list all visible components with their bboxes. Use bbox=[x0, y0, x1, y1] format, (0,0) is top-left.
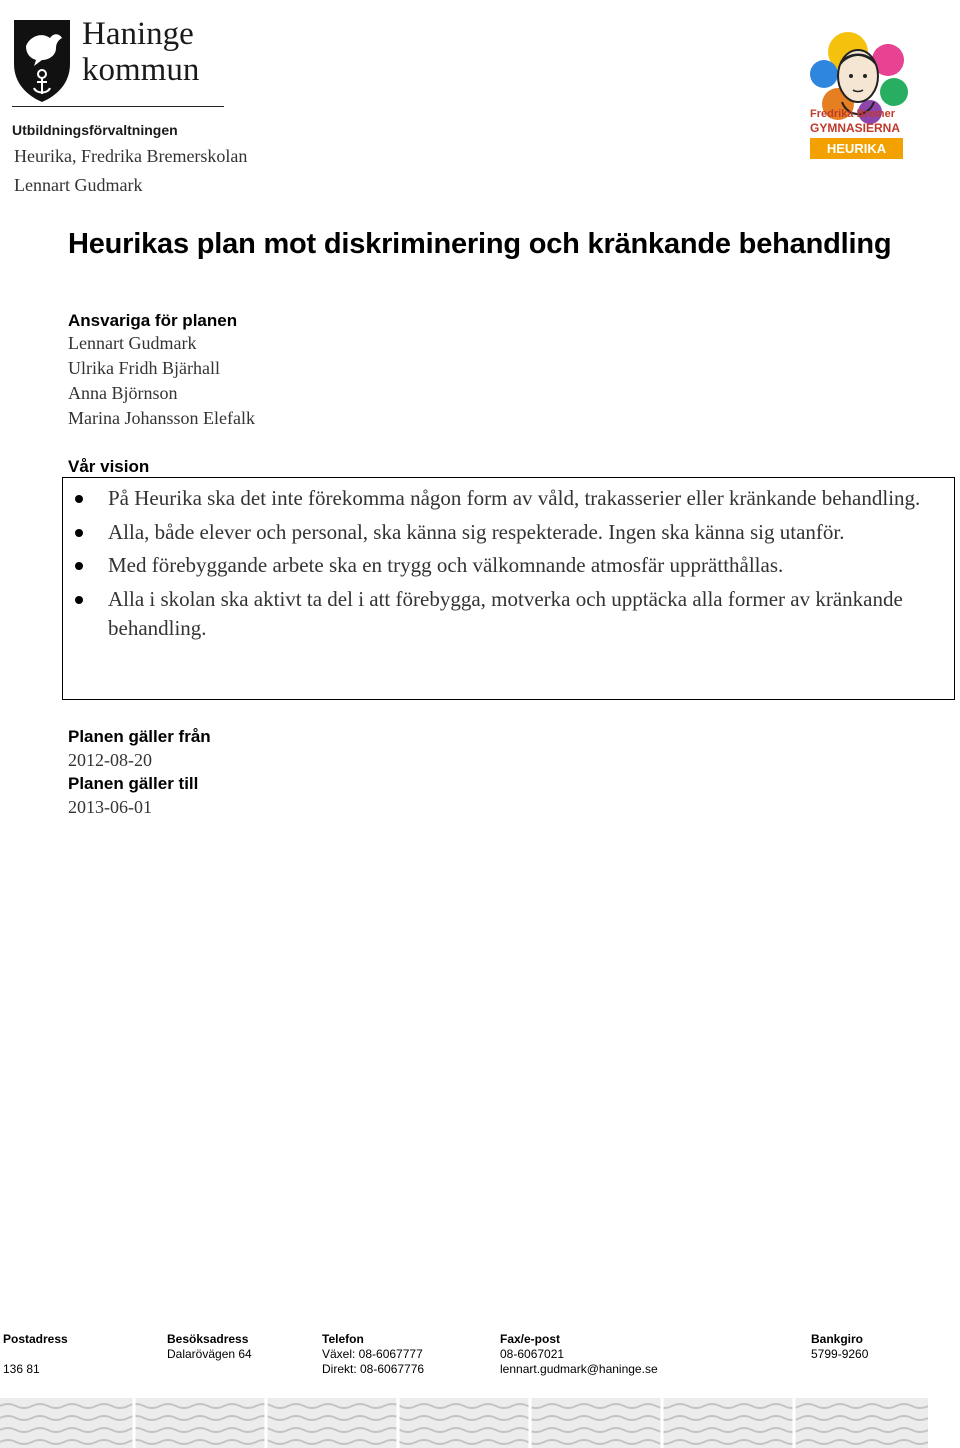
footer-wave-pattern bbox=[0, 1398, 928, 1448]
footer-visit-value: Dalarövägen 64 bbox=[167, 1347, 252, 1361]
logo-name-line1: Haninge bbox=[82, 16, 194, 52]
footer-phone-heading: Telefon bbox=[322, 1332, 364, 1346]
bullet-icon bbox=[75, 562, 83, 570]
fredrika-bremer-portrait-logo bbox=[808, 4, 908, 160]
partner-logo-badge: HEURIKA bbox=[810, 138, 903, 159]
school-name: Heurika, Fredrika Bremerskolan bbox=[14, 146, 248, 166]
responsible-name: Anna Björnson bbox=[68, 383, 178, 403]
vision-list bbox=[63, 478, 954, 644]
responsible-name: Lennart Gudmark bbox=[68, 333, 197, 353]
bullet-icon bbox=[75, 495, 83, 503]
footer-postal-value: 136 81 bbox=[3, 1362, 40, 1376]
responsible-heading: Ansvariga för planen bbox=[68, 311, 238, 330]
vision-item-text: Alla i skolan ska aktivt ta del i att förebygga, motverka och upptäcka alla former av kränkande behandling. bbox=[108, 586, 903, 640]
footer-postal-heading: Postadress bbox=[3, 1332, 68, 1346]
valid-to-date: 2013-06-01 bbox=[68, 797, 152, 817]
logo-name-line2: kommun bbox=[82, 52, 200, 88]
bullet-icon bbox=[75, 596, 83, 604]
vision-item bbox=[63, 551, 934, 581]
vision-heading: Vår vision bbox=[68, 457, 150, 476]
department-name: Utbildningsförvaltningen bbox=[12, 122, 178, 138]
vision-item bbox=[63, 518, 934, 548]
logo-divider bbox=[12, 106, 224, 107]
footer-fax-value: 08-6067021 bbox=[500, 1347, 565, 1361]
vision-item-text: Alla, både elever och personal, ska känna sig respekterade. Ingen ska känna sig utanför. bbox=[108, 519, 845, 544]
footer-bank-heading: Bankgiro bbox=[811, 1332, 864, 1346]
document-title: Heurikas plan mot diskriminering och kränkande behandling bbox=[68, 228, 892, 260]
footer-phone-switchboard: Växel: 08-6067777 bbox=[322, 1347, 423, 1361]
footer-bank-value: 5799-9260 bbox=[811, 1347, 869, 1361]
responsible-name: Marina Johansson Elefalk bbox=[68, 408, 255, 428]
footer-email-link[interactable]: lennart.gudmark@haninge.se bbox=[500, 1362, 658, 1376]
footer-phone-direct: Direkt: 08-6067776 bbox=[322, 1362, 425, 1376]
valid-from-date: 2012-08-20 bbox=[68, 750, 152, 770]
valid-to-heading: Planen gäller till bbox=[68, 774, 199, 793]
vision-item-text: På Heurika ska det inte förekomma någon form av våld, trakasserier eller kränkande behandling. bbox=[108, 486, 921, 510]
vision-item bbox=[63, 484, 934, 514]
valid-from-heading: Planen gäller från bbox=[68, 727, 211, 746]
partner-logo-line2: GYMNASIERNA bbox=[810, 121, 901, 135]
vision-item bbox=[63, 585, 934, 644]
teacher-name: Lennart Gudmark bbox=[14, 175, 143, 195]
bullet-icon bbox=[75, 529, 83, 537]
partner-logo-line1: Fredrika Bremer bbox=[810, 108, 895, 120]
vision-item-text: Med förebyggande arbete ska en trygg och välkomnande atmosfär upprätthållas. bbox=[108, 553, 784, 577]
vision-box bbox=[62, 477, 955, 700]
responsible-name: Ulrika Fridh Bjärhall bbox=[68, 358, 220, 378]
footer-visit-heading: Besöksadress bbox=[167, 1332, 249, 1346]
footer-fax-heading: Fax/e-post bbox=[500, 1332, 561, 1346]
